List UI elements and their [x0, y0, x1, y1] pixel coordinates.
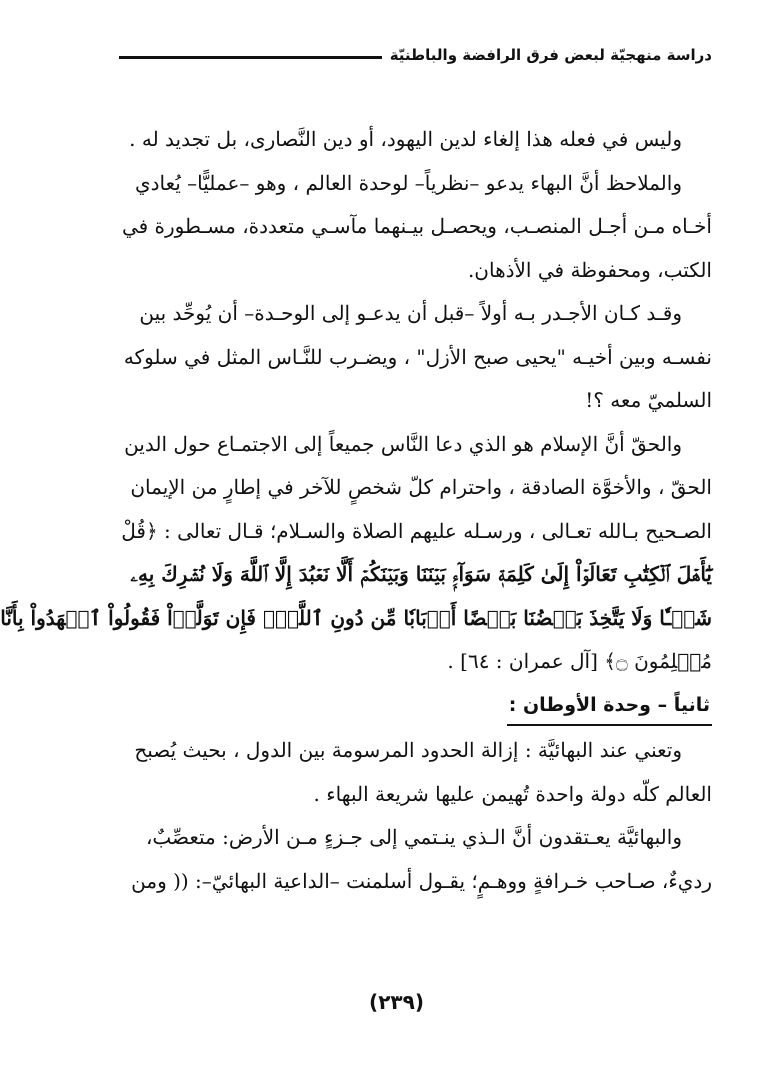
text-line: والملاحظ أنَّ البهاء يدعو –نظرياً– لوحدة العالم ، وهو –عمليًّا– يُعادي — [134, 170, 682, 195]
text-line: الصـحيح بـالله تعـالى ، ورسـله عليهم الصلاة والسـلام؛ قـال تعالى : ﴿قُلْ — [121, 518, 712, 543]
text-line: وقـد كـان الأجـدر بـه أولاً –قبل أن يدعـو إلى الوحـدة– أن يُوحِّد بين — [139, 301, 682, 325]
header-rule — [119, 56, 382, 59]
text-line: الحقّ ، والأخوَّة الصادقة ، واحترام كلّ شخصٍ للآخر في إطارٍ من الإيمان — [130, 475, 712, 499]
running-title: دراسة منهجيّة لبعض فرق الرافضة والباطنيّة — [389, 46, 712, 64]
text-line: السلميّ معه ؟! — [585, 388, 712, 412]
text-line: الكتب، ومحفوظة في الأذهان. — [467, 257, 712, 282]
quran-citation-line: مُسۡلِمُونَ ۝﴾ [آل عمران : ٦٤] . — [447, 649, 712, 673]
text-line: والبهائيَّة يعـتقدون أنَّ الـذي ينـتمي إلى جـزءٍ مـن الأرض: متعصِّبٌ، — [145, 825, 682, 849]
text-line: العالم كلّه دولة واحدة تُهيمن عليها شريعة البهاء . — [313, 781, 712, 806]
section-heading-text: ثانياً – وحدة الأوطان : — [507, 686, 712, 726]
text-line: والحقّ أنَّ الإسلام هو الذي دعا النَّاس جميعاً إلى الاجتمـاع حول الدين — [124, 431, 682, 456]
text-line: نفسـه وبين أخيـه "يحيى صبح الأزل" ، ويضـرب للنَّـاس المثل في سلوكه — [123, 344, 712, 369]
page-number: (٢٣٩) — [369, 990, 424, 1014]
quran-verse-line: يَٰٓأَهۡلَ ٱلۡكِتَٰبِ تَعَالَوۡاْ إِلَىٰ كَلِمَةٖ سَوَآءِۭ بَيۡنَنَا وَبَيۡنَكُمۡ أَلَّا نَعۡبُدَ إِلَّا ٱللَّهَ وَلَا نُشۡرِكَ بِهِۦ — [130, 562, 712, 586]
text-line: أخـاه مـن أجـل المنصـب، ويحصـل بيـنهما مآسـي متعددة، مسـطورة في — [121, 214, 712, 238]
body-text — [0, 118, 712, 903]
section-heading — [113, 686, 712, 730]
text-line: وتعني عند البهائيَّة : إزالة الحدود المرسومة بين الدول ، بحيث يُصبح — [134, 738, 682, 762]
text-line: رديءٌ، صـاحب خـرافةٍ ووهـمٍ؛ يقـول أسلمنت –الداعية البهائيّ–: (( ومن — [131, 868, 712, 893]
quran-verse-line: شَيۡـٔٗا وَلَا يَتَّخِذَ بَعۡضُنَا بَعۡضًا أَرۡبَابٗا مِّن دُونِ ٱللَّهِۚ فَإِن تَوَلَّوۡاْ فَقُولُواْ ٱشۡهَدُواْ بِأَنَّا — [0, 605, 712, 630]
text-line: وليس في فعله هذا إلغاء لدين اليهود، أو دين النَّصارى، بل تجديد له . — [129, 127, 682, 151]
page-header — [119, 46, 712, 64]
